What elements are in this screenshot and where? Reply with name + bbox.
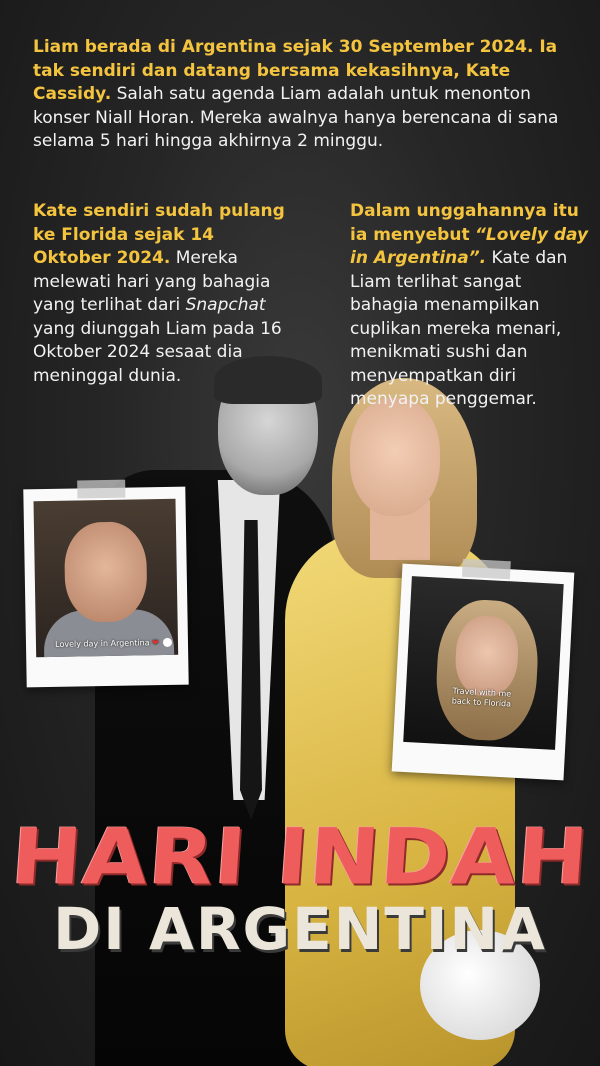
intro-highlight: Liam berada di Argentina sejak 30 September 2024. Ia tak sendiri dan datang bersama kekasihnya, Kate Cassidy. — [33, 37, 558, 104]
right-quote: “Lovely day in Argentina”. — [350, 224, 589, 268]
kate-caption-line1: Travel with me — [452, 686, 512, 699]
woman-face — [350, 398, 440, 516]
selfie-face — [64, 521, 148, 622]
headline-sub: DI ARGENTINA — [53, 895, 547, 963]
intro-body: Salah satu agenda Liam adalah untuk menonton konser Niall Horan. Mereka awalnya hanya berencana di sana selama 5 hari hingga akhirnya 2 minggu. — [33, 84, 559, 151]
tape-strip — [77, 480, 125, 499]
right-highlight: Dalam unggahannya itu ia menyebut — [350, 201, 579, 245]
kate-selfie-image — [403, 576, 563, 750]
left-paragraph — [33, 200, 288, 388]
right-body: Kate dan Liam terlihat sangat bahagia menampilkan cuplikan mereka menari, menikmati sushi dan menyempatkan diri menyapa penggemar. — [350, 248, 568, 409]
left-body-2: yang diunggah Liam pada 16 Oktober 2024 sesaat dia meninggal dunia. — [33, 318, 282, 386]
caption-text: Lovely day in Argentina — [55, 638, 150, 649]
snapchat-label: Snapchat — [185, 295, 266, 315]
intro-paragraph — [33, 36, 573, 154]
left-highlight: Kate sendiri sudah pulang ke Florida sejak 14 Oktober 2024. — [33, 201, 285, 268]
headline-main: HARI INDAH — [8, 811, 592, 903]
tape-strip — [462, 559, 511, 579]
polaroid-liam-selfie — [23, 487, 188, 688]
liam-selfie-image — [33, 499, 178, 657]
kate-caption-line2: back to Florida — [451, 696, 512, 709]
polaroid-kate-selfie — [392, 564, 575, 781]
story-circle-icon — [163, 638, 172, 647]
left-body-1: Mereka melewati hari yang bahagia yang terlihat dari — [33, 248, 271, 315]
right-paragraph — [350, 200, 595, 412]
heart-icon: ❤ — [152, 638, 159, 648]
